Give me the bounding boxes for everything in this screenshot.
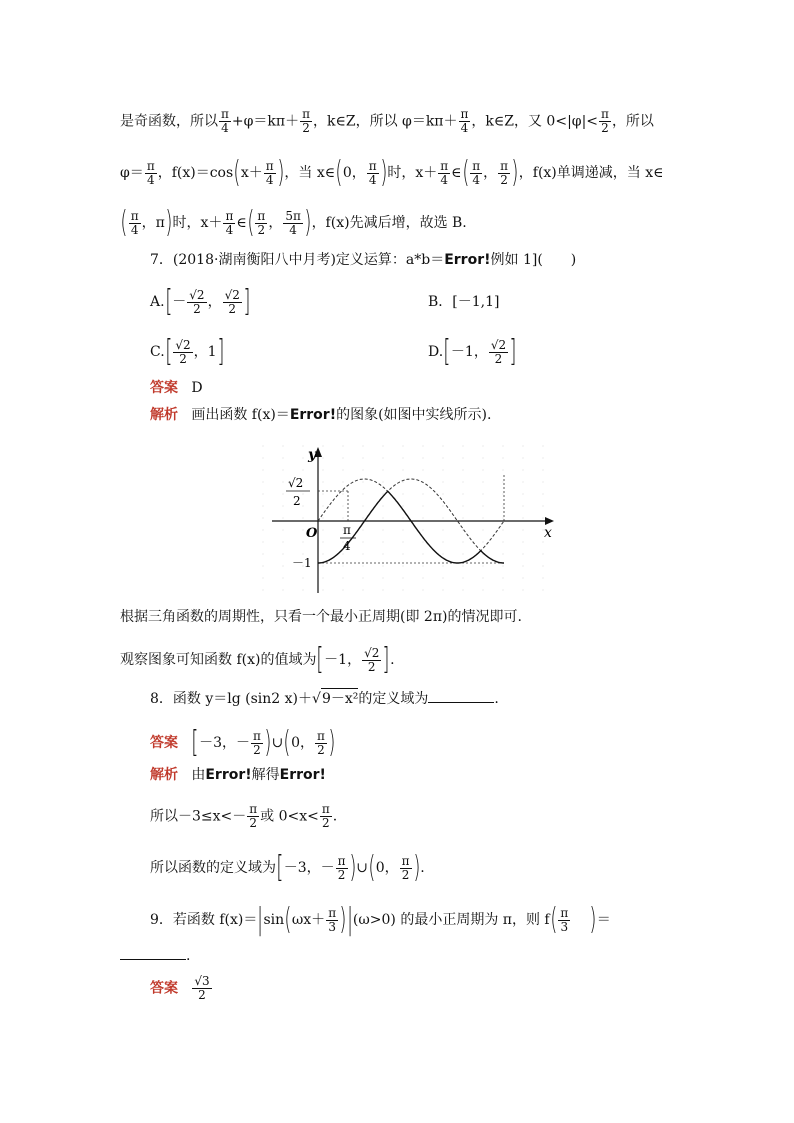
q8-so2: 所以函数的定义域为[－3，－ $\frac{\pi}{2}$ )∪(0， $\frac{\pi}{2}$ ). bbox=[150, 850, 425, 885]
q7-analysis: 解析 画出函数 f(x)＝Error!的图象(如图中实线所示). bbox=[150, 407, 492, 423]
fraction: $\frac{\pi}{4}$ bbox=[146, 158, 155, 187]
q7-periodicity: 根据三角函数的周期性，只看一个最小正周期(即 2π)的情况即可. bbox=[120, 609, 522, 625]
y-tick-neg: －1 bbox=[292, 556, 312, 570]
fraction: $\frac{\pi}{4}$ bbox=[472, 158, 481, 187]
fraction: $\frac{\pi}{2}$ bbox=[601, 107, 609, 135]
y-axis-label: y bbox=[308, 447, 317, 463]
x-tick-den: 4 bbox=[343, 539, 351, 553]
fraction: $\frac{\pi}{4}$ bbox=[440, 158, 449, 187]
q7-option-b: B．[－1,1] bbox=[428, 294, 500, 310]
fraction: $\frac{\pi}{4}$ bbox=[265, 158, 274, 187]
q7-option-d: D.[－1， $\frac{√2}{2}$ ] bbox=[428, 334, 517, 369]
y-tick-den: 2 bbox=[293, 494, 301, 508]
q9-answer: 答案 $\frac{√3}{2}$ bbox=[150, 974, 210, 1002]
q8-so1: 所以－3≤x<－ $\frac{\pi}{2}$ 或 0<x< $\frac{\pi}{2}$ . bbox=[150, 802, 338, 830]
q8-stem: 8．函数 y＝lg (sin2 x)＋√9－x²的定义域为 . bbox=[150, 688, 499, 709]
q7-stem: 7．(2018·湖南衡阳八中月考)定义运算：a*b＝Error!例如 1]( ) bbox=[150, 252, 577, 268]
x-axis-label: x bbox=[544, 525, 552, 541]
fraction: $\frac{5\pi}{4}$ bbox=[285, 208, 301, 237]
origin-label: O bbox=[306, 526, 318, 541]
fraction: $\frac{\pi}{4}$ bbox=[225, 208, 234, 237]
para1-line3: ( $\frac{\pi}{4}$ ，π)时，x＋ $\frac{\pi}{4}$ ∈( $\frac{\pi}{2}$ ， $\frac{5\pi}{4}$ )，f(x)先减后增，故选 B. bbox=[120, 205, 467, 240]
q8-answer: 答案 [－3，－ $\frac{\pi}{2}$ )∪(0， $\frac{\pi}{2}$ ) bbox=[150, 725, 336, 760]
q7-option-a: A.[－ $\frac{√2}{2}$ ， $\frac{√2}{2}$ ] bbox=[150, 284, 251, 319]
fraction: $\frac{\pi}{4}$ bbox=[460, 107, 469, 135]
q8-analysis: 解析 由Error!解得Error! bbox=[150, 767, 326, 783]
fraction: $\frac{\pi}{2}$ bbox=[500, 158, 509, 187]
answer-blank bbox=[120, 945, 186, 960]
function-graph bbox=[262, 445, 562, 595]
fraction: $\frac{\pi}{4}$ bbox=[221, 107, 229, 135]
q9-blank: . bbox=[120, 945, 190, 966]
fraction: $\frac{\pi}{2}$ bbox=[302, 107, 310, 135]
para1-line1: 是奇函数，所以 $\frac{\pi}{4}$ +φ＝kπ＋ $\frac{\pi}{2}$ ，k∈Z，所以 φ＝kπ＋ $\frac{\pi}{4}$ ，k∈Z，又 0<|φ|< $\frac{\pi}{2}$ ，所以 bbox=[120, 107, 654, 135]
fraction: $\frac{\pi}{4}$ bbox=[130, 208, 139, 237]
y-tick-num: √2 bbox=[288, 476, 304, 490]
para1-line2: φ＝ $\frac{\pi}{4}$ ，f(x)＝cos(x＋ $\frac{\pi}{4}$ )，当 x∈(0， $\frac{\pi}{4}$ )时，x＋ $\frac{\pi}{4}$ ∈( $\frac{\pi}{4}$ ， $\frac{\pi}{2}$ )，f(x)单调递减，当 x∈ bbox=[120, 155, 664, 190]
q9-stem: 9．若函数 f(x)＝|sin(ωx＋ $\frac{\pi}{3}$ )|(ω>0) 的最小正周期为 π，则 f( $\frac{\pi}{3}$ )＝ bbox=[150, 902, 611, 937]
fraction: $\frac{\pi}{2}$ bbox=[257, 208, 266, 237]
q7-option-c: C.[ $\frac{√2}{2}$ ，1] bbox=[150, 334, 224, 369]
answer-blank bbox=[428, 688, 494, 703]
q7-answer: 答案 D bbox=[150, 380, 203, 396]
fraction: $\frac{\pi}{4}$ bbox=[368, 158, 377, 187]
x-tick-num: π bbox=[343, 523, 351, 537]
q7-range: 观察图象可知函数 f(x)的值域为[－1， $\frac{√2}{2}$ ]. bbox=[120, 642, 395, 677]
